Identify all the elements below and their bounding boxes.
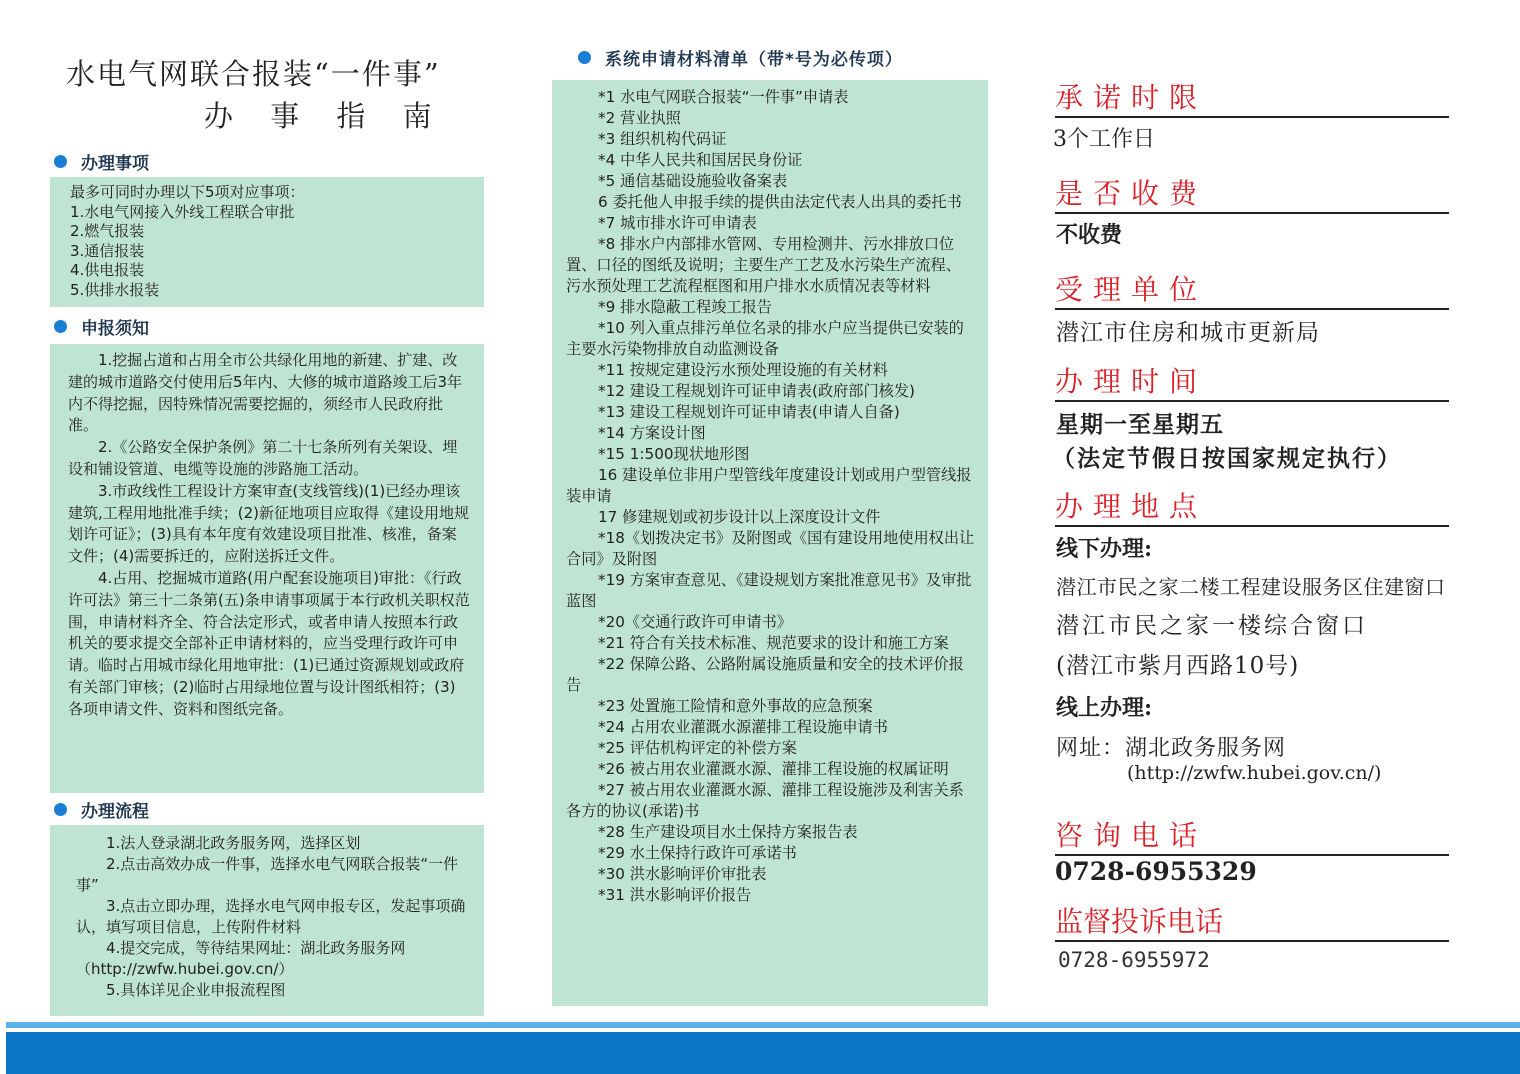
list-item: 5.供排水报装: [70, 280, 160, 299]
section-heading-process: [54, 797, 149, 822]
notice-paragraph: 4.占用、挖掘城市道路(用户配套设施项目)审批：《行政许可法》第三十二条第(五)条申请事项属于本行政机关职权范围，申请材料齐全、符合法定形式，或者申请人按照本行政机关的要求提交全部补正申请材料的，应当受理行政许可申请。临时占用城市绿化用地审批：(1)已通过资源规划或政府有关部门审核；(2)临时占用绿地位置与设计图纸相符；(3)各项申请文件、资料和图纸完备。: [68, 568, 470, 718]
section-title: 办理事项: [81, 154, 149, 174]
label-offline: 线下办理:: [1056, 536, 1153, 562]
value-fee: 不收费: [1056, 222, 1123, 248]
guide-title-line1: 水电气网联合报装“一件事”: [66, 57, 441, 91]
list-item: 最多可同时办理以下5项对应事项：: [70, 183, 305, 201]
material-item: *11 按规定建设污水预处理设施的有关材料: [598, 361, 888, 379]
bullet-icon: [578, 51, 591, 64]
heading-location: 办理地点: [1055, 489, 1449, 527]
material-item: *13 建设工程规划许可证申请表(申请人自备): [598, 403, 900, 421]
value-accepting-unit: 潜江市住房和城市更新局: [1056, 320, 1320, 346]
items-list: [70, 183, 470, 300]
list-item: 3.通信报装: [70, 241, 145, 260]
material-item: *26 被占用农业灌溉水源、灌排工程设施的权属证明: [598, 760, 949, 778]
notice-paragraph: 3.市政线性工程设计方案审查(支线管线)(1)已经办理该建筑,工程用地批准手续；(2)新征地项目应取得《建设用地规划许可证》；(3)具有本年度有效建设项目批准、核准，备案文件；(4)需要拆迁的，应附送拆迁文件。: [68, 481, 470, 566]
material-item: *9 排水隐蔽工程竣工报告: [598, 298, 772, 316]
material-item: *12 建设工程规划许可证申请表(政府部门核发): [598, 382, 915, 400]
material-item: *30 洪水影响评价审批表: [598, 865, 767, 883]
notice-box: [50, 344, 484, 793]
address-line1: 潜江市民之家二楼工程建设服务区住建窗口: [1056, 575, 1446, 599]
footer-stripe-light: [6, 1022, 1520, 1028]
address-line3: (潜江市紫月西路10号): [1056, 653, 1300, 679]
process-step: 2.点击高效办成一件事，选择水电气网联合报装“一件事”: [76, 855, 459, 894]
material-item: *19 方案审查意见、《建设规划方案批准意见书》及审批蓝图: [566, 571, 972, 610]
material-item: *24 占用农业灌溉水源灌排工程设施申请书: [598, 718, 888, 736]
list-item: 1.水电气网接入外线工程联合审批: [70, 202, 295, 221]
process-step: 5.具体详见企业申报流程图: [106, 981, 286, 999]
list-item: 2.燃气报装: [70, 222, 145, 240]
material-item: *22 保障公路、公路附属设施质量和安全的技术评价报告: [566, 655, 964, 694]
material-item: *8 排水户内部排水管网、专用检测井、污水排放口位置、口径的图纸及说明；主要生产工艺及水污染生产流程、污水预处理工艺流程框图和用户排水水质情况表等材料: [566, 235, 961, 295]
material-item: *27 被占用农业灌溉水源、灌排工程设施涉及利害关系各方的协议(承诺)书: [566, 781, 964, 820]
footer-bar: [6, 1032, 1520, 1074]
material-item: *14 方案设计图: [598, 424, 706, 442]
materials-box: [552, 80, 988, 1006]
material-item: *31 洪水影响评价报告: [598, 886, 752, 904]
material-item: *10 列入重点排污单位名录的排水户应当提供已安装的主要水污染物排放自动监测设备: [566, 319, 964, 358]
section-heading-items: [54, 149, 149, 174]
online-service-link[interactable]: (http://zwfw.hubei.gov.cn/): [1127, 762, 1382, 784]
material-item: 16 建设单位非用户型管线年度建设计划或用户型管线报装申请: [566, 466, 972, 505]
value-time-limit: 3个工作日: [1053, 127, 1155, 152]
value-consult-phone[interactable]: 0728-6955329: [1055, 857, 1257, 886]
items-box: [50, 177, 484, 307]
heading-fee: 是否收费: [1055, 176, 1449, 214]
material-item: *18《划拨决定书》及附图或《国有建设用地使用权出让合同》及附图: [566, 529, 975, 568]
material-item: 6 委托他人申报手续的提供由法定代表人出具的委托书: [598, 193, 962, 211]
material-item: *7 城市排水许可申请表: [598, 214, 757, 232]
material-item: *3 组织机构代码证: [598, 130, 727, 148]
section-heading-materials: [578, 45, 903, 70]
material-item: *29 水土保持行政许可承诺书: [598, 844, 797, 862]
process-step: 1.法人登录湖北政务服务网，选择区划: [106, 834, 361, 852]
list-item: 4.供电报装: [70, 261, 145, 279]
value-office-hours-note: （法定节假日按国家规定执行）: [1052, 445, 1402, 472]
process-step: 3.点击立即办理，选择水电气网申报专区，发起事项确认，填写项目信息，上传附件材料: [76, 897, 466, 936]
material-item: *4 中华人民共和国居民身份证: [598, 151, 803, 169]
material-item: *20《交通行政许可申请书》: [598, 613, 792, 631]
guide-title-line2: 办 事 指 南: [204, 99, 446, 133]
material-item: *2 营业执照: [598, 109, 681, 127]
bullet-icon: [54, 155, 67, 168]
process-step: 4.提交完成，等待结果网址：湖北政务服务网（http://zwfw.hubei.gov.cn/）: [76, 939, 406, 978]
material-item: *23 处置施工险情和意外事故的应急预案: [598, 697, 873, 715]
value-office-hours-days: 星期一至星期五: [1056, 411, 1224, 438]
notice-paragraph: 1.挖掘占道和占用全市公共绿化用地的新建、扩建、改建的城市道路交付使用后5年内、大修的城市道路竣工后3年内不得挖掘，因特殊情况需要挖掘的，须经市人民政府批准。: [68, 351, 463, 435]
bullet-icon: [54, 320, 67, 333]
material-item: *21 符合有关技术标准、规范要求的设计和施工方案: [598, 634, 949, 652]
bullet-icon: [54, 803, 67, 816]
material-item: *5 通信基础设施验收备案表: [598, 172, 788, 190]
section-heading-notice: [54, 314, 149, 339]
heading-time-limit: 承诺时限: [1055, 80, 1449, 118]
label-online: 线上办理:: [1056, 695, 1153, 721]
heading-accepting-unit: 受理单位: [1055, 272, 1449, 310]
material-item: 17 修建规划或初步设计以上深度设计文件: [598, 508, 881, 526]
heading-complaint-phone: 监督投诉电话: [1055, 904, 1449, 942]
process-list: [76, 833, 470, 1001]
material-item: *28 生产建设项目水土保持方案报告表: [598, 823, 858, 841]
value-complaint-phone[interactable]: 0728-6955972: [1058, 948, 1210, 972]
materials-list: [566, 87, 976, 906]
heading-consult-phone: 咨询电话: [1055, 818, 1449, 856]
section-title: 办理流程: [81, 802, 149, 822]
process-box: [50, 825, 484, 1016]
material-item: *15 1:500现状地形图: [598, 445, 750, 463]
notice-paragraph: 2.《公路安全保护条例》第二十七条所列有关架设、埋设和铺设管道、电缆等设施的涉路施工活动。: [68, 438, 458, 478]
heading-office-hours: 办理时间: [1055, 364, 1449, 402]
notice-list: [68, 350, 470, 721]
url-label: 网址：湖北政务服务网: [1056, 736, 1287, 761]
section-title: 申报须知: [81, 319, 149, 339]
section-title: 系统申请材料清单（带*号为必传项）: [605, 50, 903, 70]
address-line2: 潜江市民之家一楼综合窗口: [1056, 613, 1368, 639]
material-item: *1 水电气网联合报装“一件事”申请表: [598, 88, 849, 106]
material-item: *25 评估机构评定的补偿方案: [598, 739, 797, 757]
